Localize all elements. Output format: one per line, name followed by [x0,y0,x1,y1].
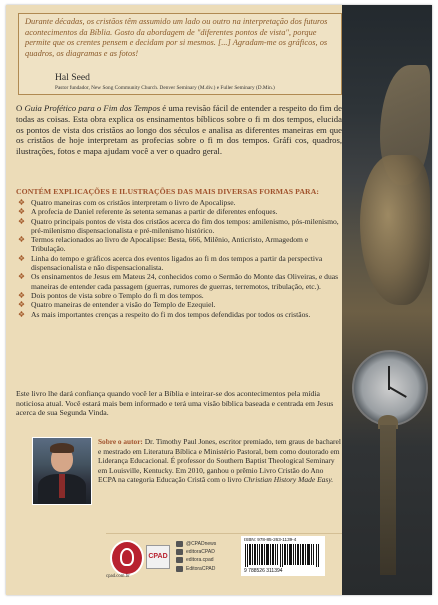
list-item [16,310,342,319]
list-item [16,235,342,254]
publisher-logo [110,540,144,576]
publisher-logo-icon [120,548,134,566]
social-item-youtube [176,565,236,573]
social-handle: EditoraCPAD [186,565,216,572]
list-item-text: Quatro maneiras de entender a visão do Templo de Ezequiel. [31,300,216,310]
social-item-facebook [176,548,236,556]
author-bio-text: Dr. Timothy Paul Jones, escritor premiado, tem graus de bacharel e mestrado em Literatura Bíblica e Ministério Pastoral, bem como doutorado em Liderança Educacional. É professor do Southern Baptist Theological Seminary em Louisville, Kentucky. Em 2010, ganhou o prêmio Livro Cristão do Ano ECPA na categoria Educação Cristã com o livro [98,437,341,484]
author-bio [98,437,342,485]
features-list [16,198,342,319]
diamond-bullet-icon: ❖ [17,272,26,282]
barcode [241,536,325,576]
author-tie [59,474,65,498]
diamond-bullet-icon: ❖ [17,309,26,319]
list-item [16,272,342,291]
spire-image [380,425,396,575]
back-cover-content [6,5,342,595]
endorsement-box [18,13,342,95]
list-item-text: Linha do tempo e gráficos acerca dos eventos ligados ao fi m dos tempos a partir da perspectiva dispensacionalista e não dispensacionalista. [31,253,323,273]
social-handle: @CPADnews [186,541,217,547]
intro-lead: O [16,103,25,113]
author-bio-book: Christian History Made Easy. [243,475,334,484]
diamond-bullet-icon: ❖ [17,207,26,217]
instagram-icon [176,557,183,563]
intro-body: é uma revisão fácil de entender a respeito do fim de todas as coisas. Esta obra explica os ensinamentos bíblicos sobre o fi m dos tempos, elucida os pontos de vista dos cristãos ao longo dos séculos e analisa as diferentes maneiras em que os cristãos de hoje interpretam as profecias sobre o fi m dos tempos. Gráfi cos, quadros, ilustrações, fotos e mapa ajudam você a ver o quadro geral. [16,103,342,157]
list-item-text: Termos relacionados ao livro de Apocalipse: Besta, 666, Milênio, Anticristo, Armagedom e Tribulação. [31,235,309,254]
list-item-text: As mais importantes crenças a respeito do fi m dos tempos defendidas por todos os cristãos. [31,309,311,319]
footer-divider [106,533,342,534]
angel-statue-image [360,155,430,305]
endorsement-author-role: Pastor fundador, New Song Community Church. Denver Seminary (M.div.) e Fuller Seminary (D.Min.) [55,85,275,91]
list-item-text: Os ensinamentos de Jesus em Mateus 24, conhecidos como o Sermão do Monte das Oliveiras, e duas maneiras de entender cada passagem (guerras, rumores de guerras, terremotos, tribulação, etc.). [31,272,339,291]
author-hair [50,443,74,453]
intro-book-title: Guia Profético para o Fim dos Tempos [24,103,161,113]
publisher-badge: CPAD [146,545,170,569]
list-item-text: Dois pontos de vista sobre o Templo do fi m dos tempos. [31,290,204,300]
barcode-number: 9 788526 311394 [244,568,283,574]
social-handle: editoraCPAD [186,549,215,556]
author-photo [32,437,92,505]
social-links [176,540,236,573]
youtube-icon [176,566,183,572]
diamond-bullet-icon: ❖ [17,253,26,263]
endorsement-quote: Durante décadas, os cristãos têm assumido um lado ou outro na interpretação dos futuros acontecimentos da Bíblia. Gosto da abordagem de "diferentes pontos de vista", porque permite que os crentes pensem e decidam por si mesmos. [...] Agradam-me os gráficos, os quadros, os diagramas e as fotos! [25,17,328,58]
diamond-bullet-icon: ❖ [17,290,26,300]
list-item-text: Quatro maneiras com os cristãos interpretam o livro de Apocalipse. [31,198,236,207]
social-item-instagram [176,556,236,564]
intro-paragraph [16,103,342,157]
isbn-text: ISBN: 978-85-263-1139-4 [244,537,297,542]
closing-paragraph: Este livro lhe dará confiança quando você ler a Bíblia e inteirar-se dos acontecimentos pela mídia noticiosa atual. Você estará mais bem informado e terá uma visão bíblica baseada e centrada em Jesus acerca de sua Segunda Vinda. [16,389,334,418]
diamond-bullet-icon: ❖ [17,198,26,207]
endorsement-author: Hal Seed [55,72,90,83]
list-item [16,291,342,300]
list-item-text: Quatro principais pontos de vista dos cristãos acerca do fim dos tempos: amilenismo, pós-milenismo, pré-milenismo dispensacionalista e pré-milenismo histórico. [31,216,339,235]
social-handle: editora.cpad [186,557,214,564]
diamond-bullet-icon: ❖ [17,235,26,245]
diamond-bullet-icon: ❖ [17,216,26,226]
clock-hand-icon [389,386,407,398]
publisher-website: cpad.com.br [106,574,130,579]
social-item-twitter [176,540,236,548]
list-item [16,198,342,207]
barcode-image [245,544,321,567]
features-heading: CONTÉM EXPLICAÇÕES E ILUSTRAÇÕES DAS MAIS DIVERSAS FORMAS PARA: [16,187,320,196]
list-item [16,207,342,216]
twitter-icon [176,541,183,547]
list-item [16,254,342,273]
facebook-icon [176,549,183,555]
diamond-bullet-icon: ❖ [17,300,26,310]
author-bio-label: Sobre o autor: [98,437,143,446]
list-item [16,300,342,309]
cover-photo-strip [342,5,432,595]
book-back-cover [6,5,432,595]
list-item-text: A profecia de Daniel referente às setenta semanas a partir de diferentes enfoques. [31,207,278,217]
list-item [16,217,342,236]
